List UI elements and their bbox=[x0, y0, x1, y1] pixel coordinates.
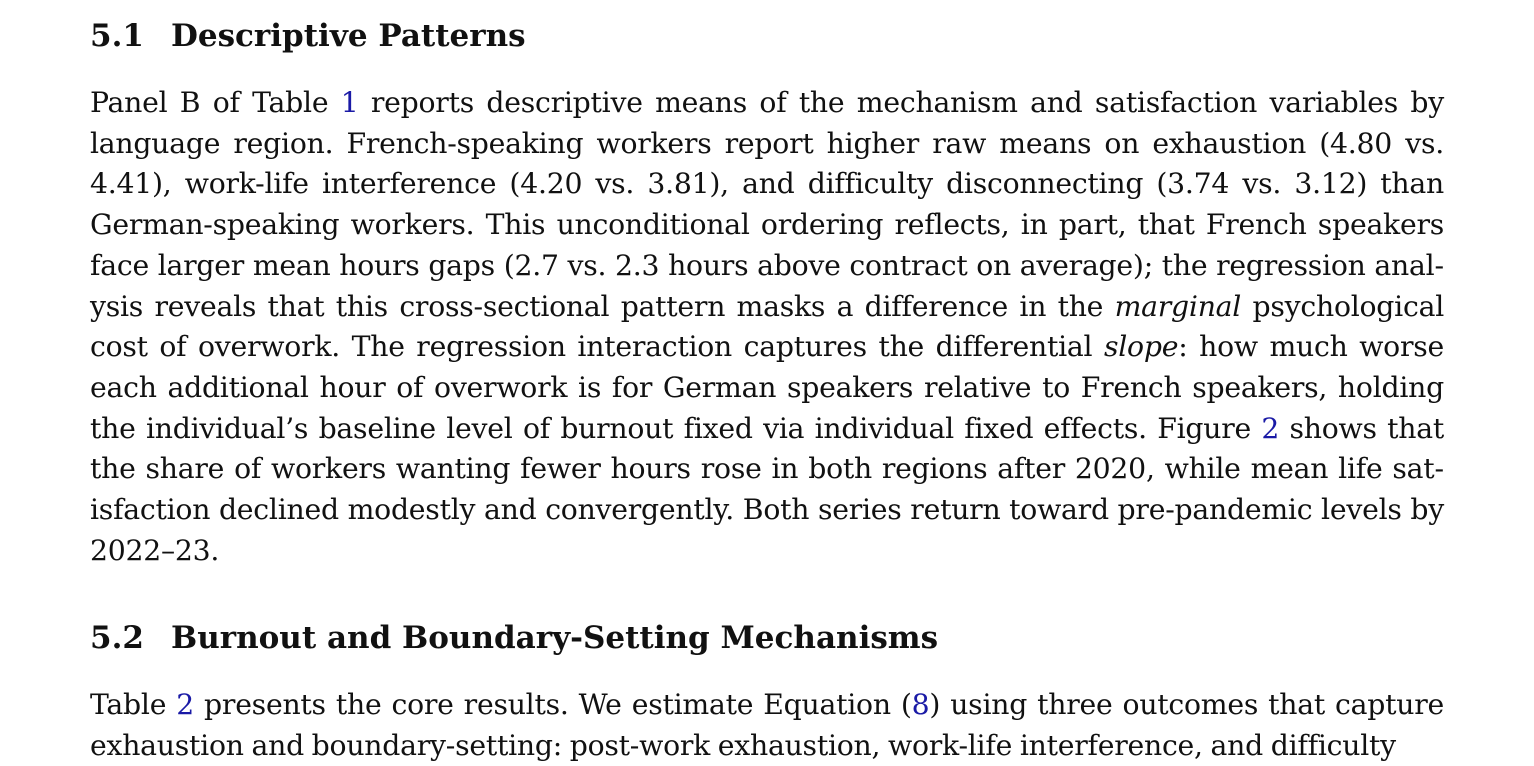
table-reference-link[interactable]: 1 bbox=[340, 86, 359, 119]
section-heading-5-1 bbox=[90, 18, 526, 54]
text-run: : how much worse each additional hour of overwork is for German speakers relative to French speakers, holding the individual’s baseline level of burnout fixed via individual fixed effects. Figure bbox=[90, 330, 1444, 445]
emphasis-slope: slope bbox=[1103, 330, 1179, 364]
text-run: shows that the share of workers wanting fewer hours rose in both regions after 2020, while mean life satisfaction declined modestly and convergently. Both series return toward pre-pandemic levels by 2022–23. bbox=[90, 411, 1444, 567]
text-run: reports descriptive means of the mechanism and satisfaction variables by language region. French-speaking workers report higher raw means on exhaustion (4.80 vs. 4.41), work-life interference (4.20 vs. 3.81), and difficulty disconnecting (3.74 vs. 3.12) than German-speaking workers. This unconditional ordering reflects, in part, that French speakers face larger mean hours gaps (2.7 vs. 2.3 hours above contract on average); the regression analysis reveals that this cross-sectional pattern masks a difference in the bbox=[90, 86, 1444, 323]
equation-reference-link[interactable]: 8 bbox=[911, 688, 930, 721]
text-run: Table bbox=[90, 688, 177, 721]
section-title: Descriptive Patterns bbox=[171, 18, 526, 54]
figure-reference-link[interactable]: 2 bbox=[1261, 411, 1280, 445]
section-heading-5-2 bbox=[90, 620, 938, 656]
section-number: 5.2 bbox=[90, 620, 144, 656]
section-title: Burnout and Boundary-Setting Mechanisms bbox=[171, 620, 939, 656]
text-run: presents the core results. We estimate Equation ( bbox=[194, 688, 912, 721]
table-reference-link[interactable]: 2 bbox=[176, 688, 195, 721]
paragraph-burnout-mechanisms bbox=[90, 685, 1444, 766]
paragraph-descriptive-patterns bbox=[90, 83, 1444, 571]
text-run: Panel B of Table bbox=[90, 86, 341, 119]
text-run: psychological cost of overwork. The regression interaction captures the differential bbox=[90, 289, 1444, 364]
text-run: ) using three outcomes that capture exhaustion and boundary-setting: post-work exhaustion, work-life interference, and difficulty bbox=[90, 688, 1444, 762]
emphasis-marginal: marginal bbox=[1114, 289, 1242, 323]
section-number: 5.1 bbox=[90, 18, 144, 54]
